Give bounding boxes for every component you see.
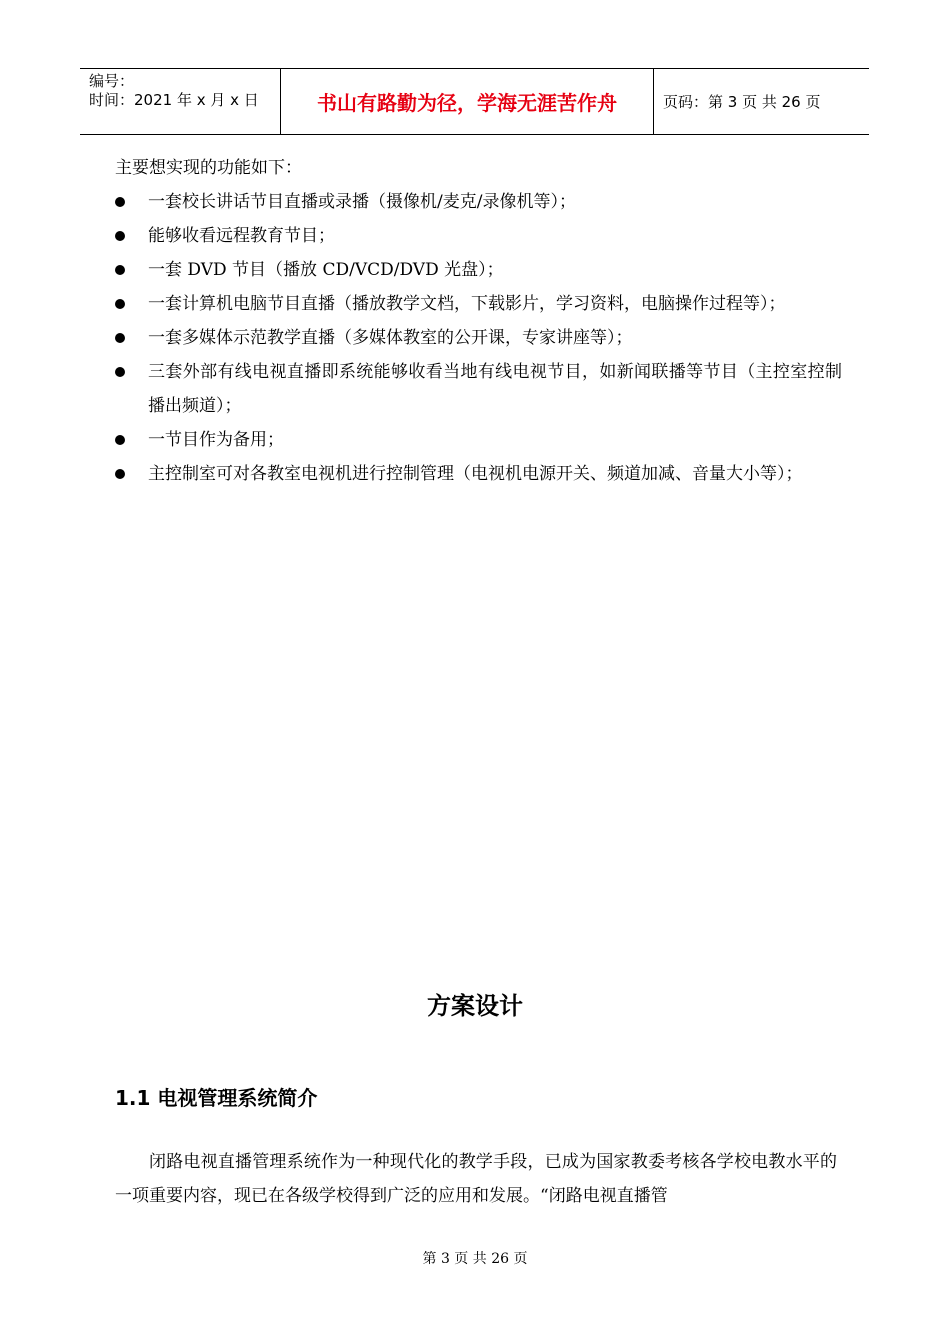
list-item xyxy=(112,185,842,219)
number-label: 编号： xyxy=(89,72,135,90)
time-label: 时间：2021 年 x 月 x 日 xyxy=(89,91,259,109)
list-item-text: 能够收看远程教育节目； xyxy=(148,226,335,246)
header-motto: 书山有路勤为径，学海无涯苦作舟 xyxy=(281,69,654,134)
list-item xyxy=(112,355,842,423)
header-meta-cell xyxy=(80,69,281,134)
page-header xyxy=(80,68,869,135)
page-footer: 第 3 页 共 26 页 xyxy=(422,1251,528,1267)
section-title: 方案设计 xyxy=(427,992,523,1020)
body-paragraph: 闭路电视直播管理系统作为一种现代化的教学手段，已成为国家教委考核各学校电教水平的一项重要内容，现已在各级学校得到广泛的应用和发展。“闭路电视直播管 xyxy=(115,1152,837,1206)
list-item-text: 一节目作为备用； xyxy=(148,430,284,450)
header-page-info: 页码：第 3 页 共 26 页 xyxy=(663,93,821,111)
function-list xyxy=(112,185,842,491)
bullet-icon xyxy=(115,469,125,479)
list-item-text: 主控制室可对各教室电视机进行控制管理（电视机电源开关、频道加减、音量大小等）； xyxy=(148,464,803,484)
list-item-text: 一套校长讲话节目直播或录播（摄像机/麦克/录像机等）； xyxy=(148,192,576,212)
intro-text: 主要想实现的功能如下： xyxy=(115,158,302,178)
list-item xyxy=(112,321,842,355)
list-item-text: 一套 DVD 节目（播放 CD/VCD/DVD 光盘）； xyxy=(148,260,504,280)
list-item xyxy=(112,219,842,253)
bullet-icon xyxy=(115,333,125,343)
bullet-icon xyxy=(115,367,125,377)
list-item xyxy=(112,253,842,287)
bullet-icon xyxy=(115,197,125,207)
list-item xyxy=(112,423,842,457)
bullet-icon xyxy=(115,231,125,241)
list-item xyxy=(112,287,842,321)
list-item-text: 一套多媒体示范教学直播（多媒体教室的公开课，专家讲座等）； xyxy=(148,328,633,348)
subsection-title: 1.1 电视管理系统简介 xyxy=(115,1086,318,1110)
bullet-icon xyxy=(115,265,125,275)
bullet-icon xyxy=(115,299,125,309)
list-item xyxy=(112,457,842,491)
bullet-icon xyxy=(115,435,125,445)
list-item-text: 一套计算机电脑节目直播（播放教学文档，下载影片，学习资料，电脑操作过程等）； xyxy=(148,294,786,314)
list-item-text: 三套外部有线电视直播即系统能够收看当地有线电视节目，如新闻联播等节目（主控室控制播出频道）； xyxy=(148,362,842,416)
